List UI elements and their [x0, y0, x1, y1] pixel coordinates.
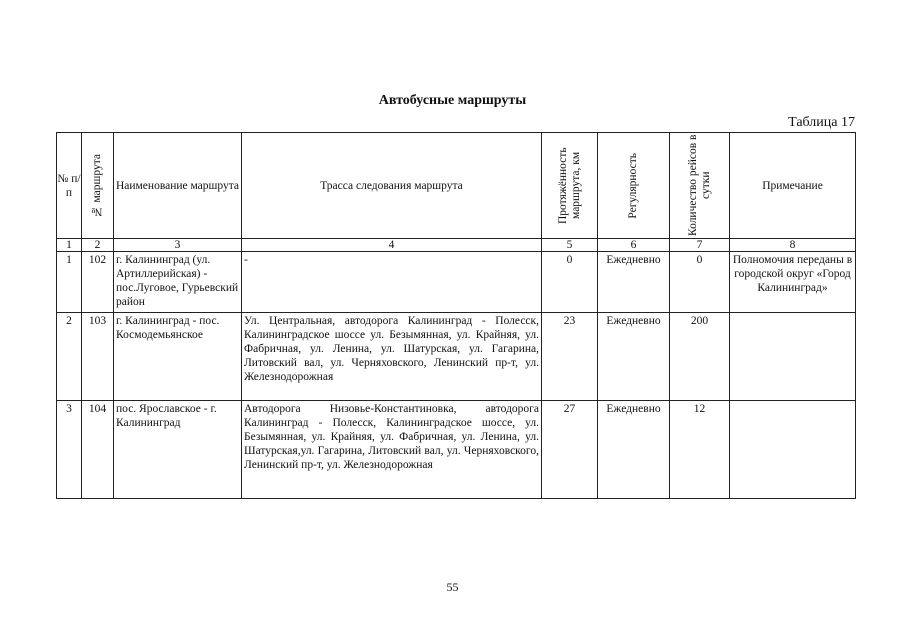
- row-route-path: Автодорога Низовье-Константиновка, автодорога Калининград - Полесск, Калининградское шоссе, ул. Безымянная, ул. Крайняя, ул. Фабричная, ул. Ленина, ул. Шатурская,ул. Гагарина, Литовский вал, ул. Черняховского, Ленинский пр-т, ул. Железнодорожная: [242, 401, 542, 499]
- row-length: 27: [542, 401, 598, 499]
- header-length-text: Протяжённость маршрута, км: [556, 147, 582, 224]
- header-route-name: Наименование маршрута: [114, 133, 242, 239]
- row-trips: 12: [670, 401, 730, 499]
- row-num: 3: [57, 401, 82, 499]
- row-route-num: 103: [82, 313, 114, 401]
- row-trips: 0: [670, 252, 730, 313]
- row-route-name: г. Калининград (ул. Артиллерийская) - пос.Луговое, Гурьевский район: [114, 252, 242, 313]
- row-length: 23: [542, 313, 598, 401]
- column-number: 8: [730, 239, 856, 252]
- header-regularity: [598, 133, 670, 239]
- row-regularity: Ежедневно: [598, 252, 670, 313]
- column-number: 6: [598, 239, 670, 252]
- document-title: Автобусные маршруты: [378, 93, 527, 108]
- column-number: 7: [670, 239, 730, 252]
- column-number-row: [57, 239, 856, 252]
- row-route-name: пос. Ярославское - г. Калининград: [114, 401, 242, 499]
- column-number: 2: [82, 239, 114, 252]
- row-trips: 200: [670, 313, 730, 401]
- header-route-path: Трасса следования маршрута: [242, 133, 542, 239]
- table-label: Таблица 17: [788, 115, 855, 130]
- row-regularity: Ежедневно: [598, 313, 670, 401]
- row-route-path: -: [242, 252, 542, 313]
- bus-routes-table: [56, 132, 856, 499]
- header-trips-text: Количество рейсов в сутки: [686, 134, 712, 237]
- header-route-num: [82, 133, 114, 239]
- row-route-num: 102: [82, 252, 114, 313]
- header-regularity-text: Регулярность: [627, 152, 639, 219]
- column-number: 4: [242, 239, 542, 252]
- row-route-name: г. Калининград - пос. Космодемьянское: [114, 313, 242, 401]
- header-trips: [670, 133, 730, 239]
- header-row: [57, 133, 856, 239]
- header-note: Примечание: [730, 133, 856, 239]
- column-number: 5: [542, 239, 598, 252]
- row-length: 0: [542, 252, 598, 313]
- header-route-num-text: № маршрута: [91, 153, 103, 218]
- column-number: 3: [114, 239, 242, 252]
- table-row: [57, 401, 856, 499]
- page-number: 55: [446, 580, 459, 594]
- row-route-path: Ул. Центральная, автодорога Калининград - Полесск, Калининградское шоссе ул. Безымянная, ул. Крайняя, ул. Фабричная, ул. Ленина, ул. Шатурская, ул. Гагарина, Литовский вал, ул. Черняховского, Ленинский пр-т, ул. Железнодорожная: [242, 313, 542, 401]
- row-note: [730, 313, 856, 401]
- table-row: [57, 313, 856, 401]
- row-route-num: 104: [82, 401, 114, 499]
- row-num: 1: [57, 252, 82, 313]
- row-note: Полномочия переданы в городской округ «Город Калининград»: [730, 252, 856, 313]
- header-num: № п/п: [57, 133, 82, 239]
- row-regularity: Ежедневно: [598, 401, 670, 499]
- column-number: 1: [57, 239, 82, 252]
- row-num: 2: [57, 313, 82, 401]
- table-row: [57, 252, 856, 313]
- row-note: [730, 401, 856, 499]
- header-length: [542, 133, 598, 239]
